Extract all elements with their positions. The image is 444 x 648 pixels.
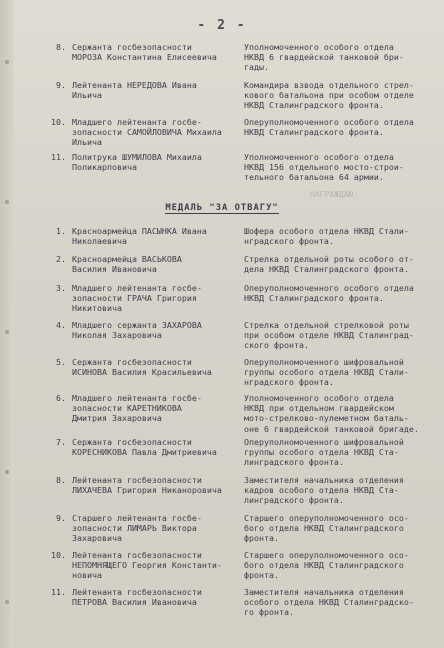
entry-number: 6. (56, 393, 66, 403)
recipient-name (72, 226, 240, 246)
recipient-position-line: гады. (244, 62, 269, 73)
recipient-name (72, 357, 240, 377)
recipient-position-line: ского фронта. (244, 340, 309, 351)
recipient-name-line: Захаровича (72, 533, 122, 544)
recipient-position (244, 475, 440, 506)
entry-number: 8. (56, 475, 66, 485)
recipient-position-line: нградского фронта. (244, 377, 334, 388)
recipient-name-line: Красноармейца ПАСЫНКА Ивана (72, 226, 207, 236)
recipient-position-line: кадров особого отдела НКВД Ста- (244, 485, 399, 496)
recipient-position (244, 437, 440, 468)
recipient-name-line: Сержанта госбезопасности (72, 42, 192, 52)
bleed-through-text: НАГРАЖДАЮ: (310, 190, 359, 199)
entry-number: 9. (56, 513, 66, 523)
recipient-position-line: тельного батальона 64 армии. (244, 172, 384, 183)
recipient-position (244, 80, 440, 111)
recipient-position-line: НКВД Сталинградского фронта. (244, 293, 384, 304)
recipient-name-line: Лейтенанта госбезопасности (72, 550, 202, 560)
recipient-name-line: ПЕТРОВА Василия Ивановича (72, 597, 197, 608)
recipient-name-line: Николаевича (72, 236, 127, 247)
binding-hole (5, 600, 9, 604)
recipient-position-line: Стрелка отдельной роты особого от- (244, 254, 414, 264)
recipient-name (72, 80, 240, 100)
recipient-name-line: Младшего сержанта ЗАХАРОВА (72, 320, 202, 330)
recipient-position-line: кового батальона при особом отделе (244, 90, 414, 101)
recipient-name-line: Младшего лейтенанта госбе- (72, 393, 202, 403)
recipient-position-line: НКВД при отдельном гвардейском (244, 403, 394, 414)
recipient-name-line: Лейтенанта госбезопасности (72, 475, 202, 485)
recipient-position-line: НКВД 6 гвардейской танковой бри- (244, 52, 404, 63)
recipient-name-line: Никитовича (72, 303, 122, 314)
recipient-position-line: Уполномоченного особого отдела (244, 393, 394, 403)
page-edge (0, 0, 14, 648)
recipient-position-line: НКВД Сталинградского фронта. (244, 100, 384, 111)
entry-number: 5. (56, 357, 66, 367)
recipient-name-line: Старшего лейтенанта госбе- (72, 513, 202, 523)
recipient-position (244, 320, 440, 351)
entry-number: 11. (51, 152, 66, 162)
recipient-name-line: Ильича (72, 90, 102, 101)
binding-hole (5, 470, 9, 474)
recipient-position-line: го фронта. (244, 607, 294, 618)
page-number: - 2 - (197, 18, 247, 33)
recipient-name (72, 117, 240, 148)
recipient-position-line: группы особого отдела НКВД Стали- (244, 367, 409, 378)
entry-number: 3. (56, 283, 66, 293)
recipient-position-line: бого отдела НКВД Сталинградского (244, 560, 404, 571)
recipient-position (244, 254, 440, 274)
recipient-name (72, 393, 240, 424)
recipient-name (72, 42, 240, 62)
recipient-name (72, 550, 240, 581)
recipient-name-line: Ильича (72, 137, 102, 148)
recipient-position (244, 152, 440, 183)
binding-hole (5, 330, 9, 334)
recipient-name-line: новича (72, 570, 102, 581)
recipient-name-line: Сержанта госбезопасности (72, 357, 192, 367)
recipient-name (72, 587, 240, 607)
recipient-position-line: мото-стрелково-пулеметном баталь- (244, 413, 409, 424)
entry-number: 10. (51, 550, 66, 560)
entry-number: 9. (56, 80, 66, 90)
recipient-position-line: линградского фронта. (244, 457, 344, 468)
recipient-name-line: НЕПОМНЯЩЕГО Георгия Константи- (72, 560, 222, 571)
recipient-position-line: Уполномоченного особого отдела (244, 42, 394, 52)
recipient-name (72, 254, 240, 274)
recipient-position-line: фронта. (244, 570, 279, 581)
recipient-position-line: нградского фронта. (244, 236, 334, 247)
entry-number: 10. (51, 117, 66, 127)
recipient-position-line: Оперуполномоченного особого отдела (244, 283, 414, 293)
recipient-position-line: при особом отделе НКВД Сталинград- (244, 330, 414, 341)
recipient-name (72, 437, 240, 457)
binding-hole (5, 60, 9, 64)
recipient-name-line: Василия Ивановича (72, 264, 157, 275)
entry-number: 11. (51, 587, 66, 597)
recipient-position (244, 393, 440, 434)
entry-number: 7. (56, 437, 66, 447)
recipient-position-line: фронта. (244, 533, 279, 544)
recipient-name-line: Младшего лейтенанта госбе- (72, 283, 202, 293)
recipient-position-line: Уполномоченного особого отдела (244, 152, 394, 162)
entry-number: 4. (56, 320, 66, 330)
recipient-name-line: ИСИНОВА Василия Красильевича (72, 367, 212, 378)
recipient-name-line: Сержанта госбезопасности (72, 437, 192, 447)
recipient-position-line: особого отдела НКВД Сталинградско- (244, 597, 414, 608)
recipient-name-line: ЛИХАЧЕВА Григория Никаноровича (72, 485, 222, 496)
recipient-position (244, 42, 440, 73)
recipient-name (72, 283, 240, 314)
recipient-position-line: дела НКВД Сталинградского фронта. (244, 264, 409, 275)
recipient-position-line: Оперуполномоченного шифровальной (244, 437, 404, 447)
recipient-position-line: оне 6 гвардейской танковой бригаде. (244, 423, 419, 434)
recipient-position-line: Оперуполномоченного особого отдела (244, 117, 414, 127)
recipient-position-line: Оперуполномоченного шифровальной (244, 357, 404, 367)
recipient-position-line: Заместителя начальника отделения (244, 587, 404, 597)
recipient-name (72, 513, 240, 544)
entry-number: 2. (56, 254, 66, 264)
recipient-position (244, 226, 440, 246)
recipient-name (72, 320, 240, 340)
recipient-name (72, 152, 240, 172)
recipient-name-line: Николая Захаровича (72, 330, 162, 341)
recipient-name-line: зопасности КАРЕТНИКОВА (72, 403, 182, 414)
recipient-position (244, 513, 440, 544)
recipient-position-line: группы особого отдела НКВД Ста- (244, 447, 399, 458)
recipient-position-line: Стрелка отдельной стрелковой роты (244, 320, 409, 330)
recipient-position (244, 283, 440, 303)
entry-number: 1. (56, 226, 66, 236)
recipient-name-line: Лейтенанта НЕРЕДОВА Ивана (72, 80, 197, 90)
recipient-name-line: Политрука ШУМИЛОВА Михаила (72, 152, 202, 162)
recipient-name-line: зопасности ЛИМАРЬ Виктора (72, 523, 197, 534)
recipient-position-line: Старшего оперуполномоченного осо- (244, 550, 409, 560)
recipient-name-line: Лейтенанта госбезопасности (72, 587, 202, 597)
recipient-position-line: НКВД 156 отдельного мосто-строи- (244, 162, 404, 173)
recipient-position (244, 550, 440, 581)
recipient-name-line: МОРОЗА Константина Елисеевича (72, 52, 217, 63)
recipient-name (72, 475, 240, 495)
recipient-position-line: линградского фронта. (244, 495, 344, 506)
recipient-position-line: Командира взвода отдельного стрел- (244, 80, 414, 90)
recipient-name-line: КОРЕСНИКОВА Павла Дмитриевича (72, 447, 217, 458)
recipient-position-line: бого отдела НКВД Сталинградского (244, 523, 404, 534)
recipient-position (244, 357, 440, 388)
recipient-position (244, 117, 440, 137)
recipient-position-line: Старшего оперуполномоченного осо- (244, 513, 409, 523)
recipient-name-line: Младшего лейтенанта госбе- (72, 117, 202, 127)
section-heading-text: МЕДАЛЬ "ЗА ОТВАГУ" (165, 203, 279, 213)
recipient-name-line: зопасности САМОЙЛОВИЧА Михаила (72, 127, 222, 138)
recipient-position-line: Заместителя начальника отделения (244, 475, 404, 485)
section-heading (0, 203, 444, 213)
recipient-name-line: Красноармейца ВАСЬКОВА (72, 254, 182, 264)
recipient-name-line: Дмитрия Захаровича (72, 413, 162, 424)
recipient-name-line: Поликарповича (72, 162, 137, 173)
entry-number: 8. (56, 42, 66, 52)
recipient-position-line: Шофера особого отдела НКВД Стали- (244, 226, 409, 236)
recipient-position-line: НКВД Сталинградского фронта. (244, 127, 384, 138)
recipient-position (244, 587, 440, 618)
recipient-name-line: зопасности ГРАЧА Григория (72, 293, 197, 304)
